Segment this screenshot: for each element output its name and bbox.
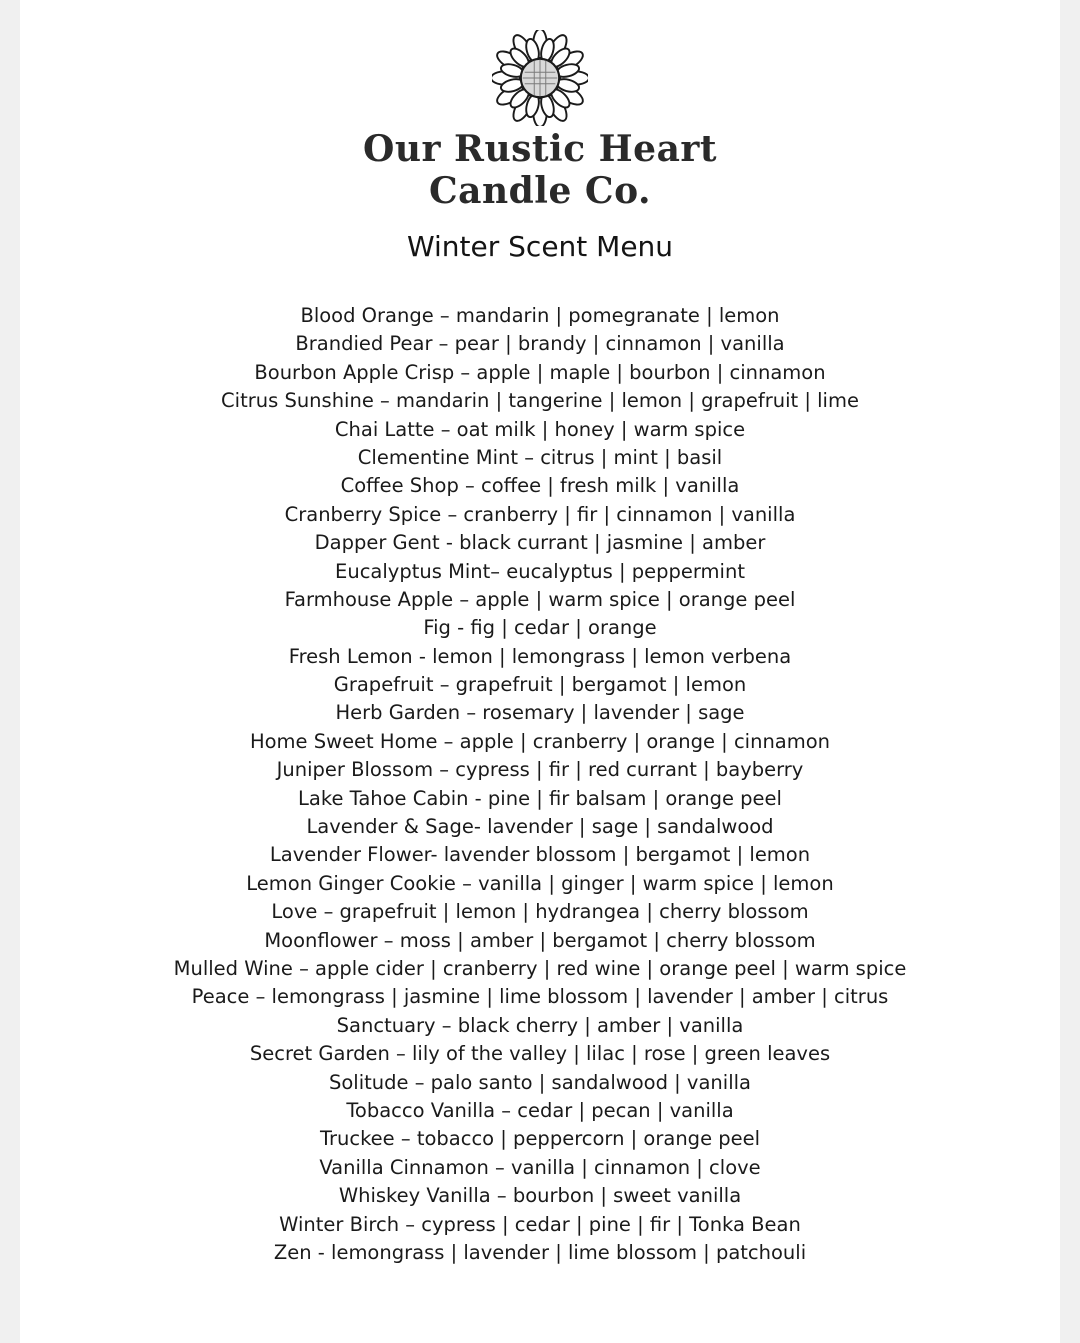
scent-item: Chai Latte – oat milk | honey | warm spice: [334, 417, 746, 441]
scent-item: Lavender & Sage- lavender | sage | sandalwood: [306, 815, 774, 839]
menu-title: Winter Scent Menu: [406, 230, 674, 263]
scent-item: Farmhouse Apple – apple | warm spice | orange peel: [284, 587, 796, 611]
scent-item: Clementine Mint – citrus | mint | basil: [357, 445, 723, 469]
scent-item: Truckee – tobacco | peppercorn | orange peel: [319, 1127, 761, 1151]
scent-item: Love – grapefruit | lemon | hydrangea | cherry blossom: [271, 900, 809, 924]
scent-item: Fresh Lemon - lemon | lemongrass | lemon verbena: [288, 644, 792, 668]
scent-item: Peace – lemongrass | jasmine | lime blossom | lavender | amber | citrus: [191, 985, 889, 1009]
scent-item: Eucalyptus Mint– eucalyptus | peppermint: [335, 559, 745, 583]
scent-list: [20, 302, 1060, 1267]
scent-item: Lavender Flower- lavender blossom | bergamot | lemon: [269, 843, 811, 867]
scent-item: Fig - fig | cedar | orange: [423, 616, 657, 640]
scent-item: Blood Orange – mandarin | pomegranate | lemon: [300, 304, 780, 327]
brand-name-line1: Our Rustic Heart: [363, 128, 717, 170]
scent-item: Herb Garden – rosemary | lavender | sage: [335, 701, 745, 725]
scent-item: Lemon Ginger Cookie – vanilla | ginger | warm spice | lemon: [246, 871, 834, 895]
scent-item: Citrus Sunshine – mandarin | tangerine | lemon | grapefruit | lime: [221, 389, 859, 413]
brand-logo: [20, 30, 1060, 212]
sunflower-icon: [492, 30, 588, 126]
scent-item: Sanctuary – black cherry | amber | vanilla: [336, 1013, 744, 1037]
scent-item: Whiskey Vanilla – bourbon | sweet vanilla: [338, 1184, 742, 1208]
scent-item: Vanilla Cinnamon – vanilla | cinnamon | clove: [319, 1155, 761, 1179]
scent-item: Dapper Gent - black currant | jasmine | amber: [314, 531, 766, 555]
scent-item: Grapefruit – grapefruit | bergamot | lemon: [333, 673, 747, 697]
menu-sheet: [20, 0, 1060, 1343]
scent-item: Coffee Shop – coffee | fresh milk | vanilla: [340, 474, 740, 498]
scent-item: Tobacco Vanilla – cedar | pecan | vanilla: [346, 1098, 734, 1122]
scent-item: Brandied Pear – pear | brandy | cinnamon | vanilla: [295, 332, 785, 356]
scent-item: Zen - lemongrass | lavender | lime blossom | patchouli: [273, 1240, 807, 1264]
scent-item: Solitude – palo santo | sandalwood | vanilla: [329, 1070, 751, 1094]
scent-item: Cranberry Spice – cranberry | fir | cinnamon | vanilla: [284, 502, 796, 526]
scent-item: Moonflower – moss | amber | bergamot | cherry blossom: [264, 928, 816, 952]
brand-name-line2: Candle Co.: [428, 170, 651, 212]
scent-item: Mulled Wine – apple cider | cranberry | red wine | orange peel | warm spice: [173, 956, 907, 980]
scent-item: Winter Birch – cypress | cedar | pine | fir | Tonka Bean: [279, 1212, 801, 1236]
scent-item: Secret Garden – lily of the valley | lilac | rose | green leaves: [249, 1042, 831, 1066]
scent-item: Bourbon Apple Crisp – apple | maple | bourbon | cinnamon: [254, 360, 826, 384]
scent-item: Juniper Blossom – cypress | fir | red currant | bayberry: [276, 758, 804, 782]
scent-item: Home Sweet Home – apple | cranberry | orange | cinnamon: [249, 729, 831, 753]
scent-item: Lake Tahoe Cabin - pine | fir balsam | orange peel: [298, 786, 782, 810]
